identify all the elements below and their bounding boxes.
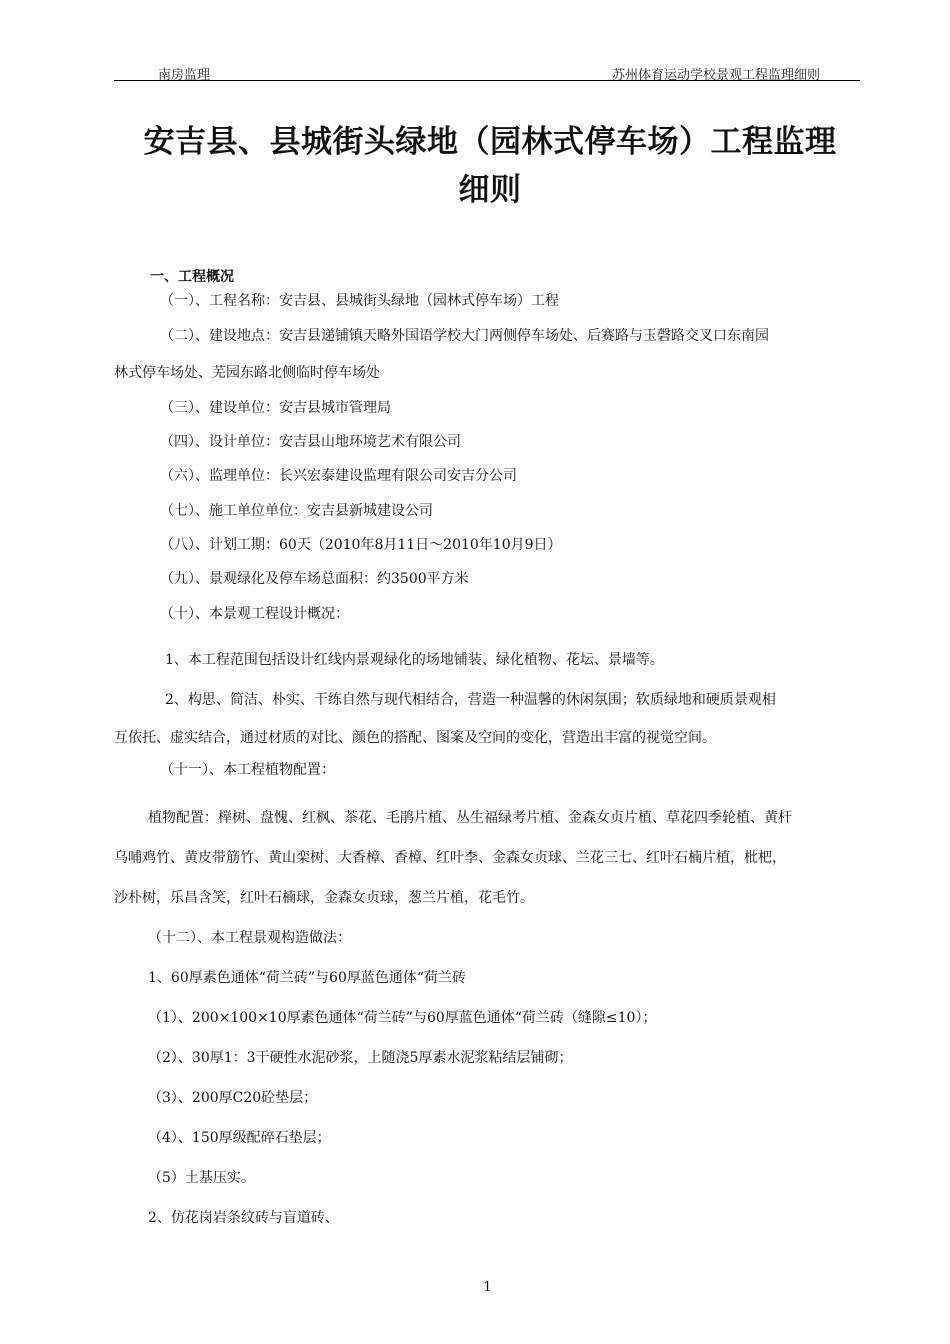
item-design-overview: （十）、本景观工程设计概况： <box>160 606 349 622</box>
document-title <box>110 118 870 214</box>
construction-heading: （十二）、本工程景观构造做法： <box>148 930 351 946</box>
header-left-text: 南房监理 <box>158 68 211 83</box>
overview-paragraph-1: 1、本工程范围包括设计红线内景观绿化的场地铺装、绿化植物、花坛、景墙等。 <box>165 652 664 668</box>
item-schedule: （八）、计划工期：60天（2010年8月11日～2010年10月9日） <box>160 537 562 553</box>
item-area: （九）、景观绿化及停车场总面积：约3500平方米 <box>160 571 469 587</box>
page-number: 1 <box>483 1280 492 1295</box>
item-contractor: （七）、施工单位单位：安吉县新城建设公司 <box>160 503 433 519</box>
item-supervisor: （六）、监理单位：长兴宏泰建设监理有限公司安吉分公司 <box>160 468 517 484</box>
construction-item-1-2: （2）、30厚1：3干硬性水泥砂浆，上随浇5厚素水泥浆粘结层铺砌； <box>148 1050 573 1066</box>
construction-item-1: 1、60厚素色通体“荷兰砖”与60厚蓝色通体“荷兰砖 <box>148 970 467 986</box>
item-location-line-2: 林式停车场处、芜园东路北侧临时停车场处 <box>114 365 380 381</box>
item-project-name: （一）、工程名称：安吉县、县城街头绿地（园林式停车场）工程 <box>160 293 559 309</box>
title-line-1: 安吉县、县城街头绿地（园林式停车场）工程监理 <box>143 124 837 160</box>
item-owner: （三）、建设单位：安吉县城市管理局 <box>160 400 391 416</box>
construction-item-2: 2、仿花岗岩条纹砖与盲道砖、 <box>148 1210 339 1226</box>
item-location-line-1: （二）、建设地点：安吉县递铺镇天略外国语学校大门两侧停车场处、后赛路与玉磬路交叉口东南园 <box>160 328 769 344</box>
title-line-2: 细则 <box>458 172 522 208</box>
header-divider <box>114 80 860 81</box>
header-right-text: 苏州体育运动学校景观工程监理细则 <box>611 68 820 83</box>
item-designer: （四）、设计单位：安吉县山地环境艺术有限公司 <box>160 434 461 450</box>
construction-item-1-4: （4）、150厚级配碎石垫层； <box>148 1130 331 1146</box>
plants-line-1: 植物配置：榉树、盘愧、红枫、茶花、毛鹃片植、丛生福绿考片植、金森女贞片植、草花四季轮植、黄杆 <box>148 810 792 826</box>
plants-heading: （十一）、本工程植物配置： <box>160 762 335 778</box>
section-heading: 一、工程概况 <box>150 269 234 285</box>
plants-line-2: 乌哺鸡竹、黄皮带筋竹、黄山栾树、大香樟、香樟、红叶李、金森女贞球、兰花三七、红叶石楠片植，枇杷， <box>114 850 786 866</box>
construction-item-1-5: （5）土基压实。 <box>148 1170 255 1186</box>
construction-item-1-1: （1）、200×100×10厚素色通体“荷兰砖”与60厚蓝色通体“荷兰砖（缝隙≤10）； <box>148 1010 657 1026</box>
plants-line-3: 沙朴树，乐昌含笑，红叶石楠球，金森女贞球，葱兰片植，花毛竹。 <box>114 890 534 906</box>
overview-paragraph-2-line-1: 2、构思、简洁、朴实、干练自然与现代相结合，营造一种温馨的休闲氛围；软质绿地和硬质景观相 <box>165 692 776 708</box>
overview-paragraph-2-line-2: 互依托、虚实结合，通过材质的对比、颜色的搭配、图案及空间的变化，营造出丰富的视觉空间。 <box>114 730 716 746</box>
construction-item-1-3: （3）、200厚C20砼垫层； <box>148 1090 318 1106</box>
